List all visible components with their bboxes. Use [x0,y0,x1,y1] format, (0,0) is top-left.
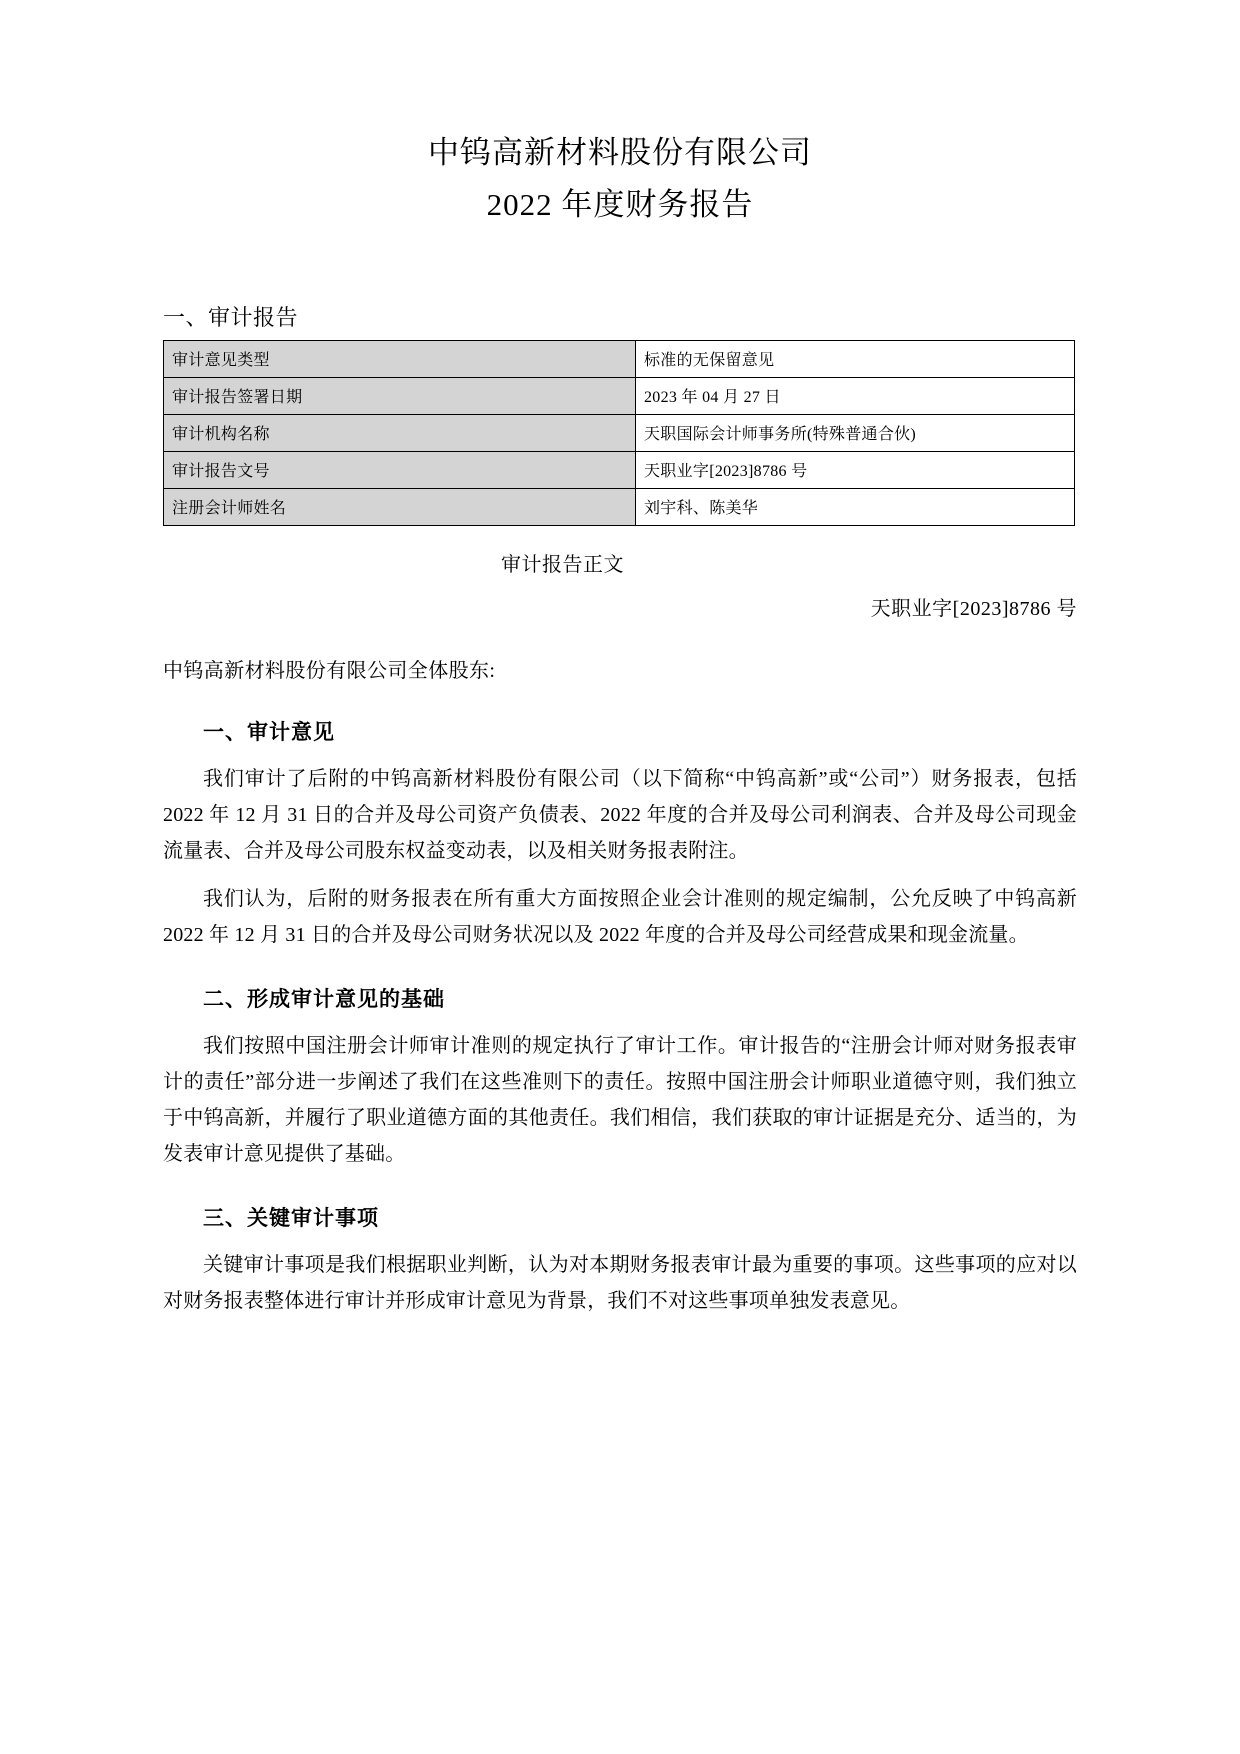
document-title-line-1: 中钨高新材料股份有限公司 [428,135,812,170]
table-row [164,378,1075,415]
section-heading: 一、审计意见 [203,720,335,744]
audit-info-table [163,340,1075,526]
section-basis-for-opinion [163,984,1077,1172]
table-row [164,489,1075,526]
section-paragraph: 关键审计事项是我们根据职业判断，认为对本期财务报表审计最为重要的事项。这些事项的应对以对财务报表整体进行审计并形成审计意见为背景，我们不对这些事项单独发表意见。 [163,1254,1077,1312]
table-cell-key: 审计报告签署日期 [164,378,636,415]
table-row [164,341,1075,378]
report-document-number: 天职业字[2023]8786 号 [870,598,1077,620]
table-cell-value: 天职业字[2023]8786 号 [636,452,1075,489]
section-heading: 三、关键审计事项 [203,1206,379,1230]
document-title-line-2: 2022 年度财务报告 [486,187,754,222]
audit-info-table-body [164,341,1075,526]
report-body-subtitle: 审计报告正文 [501,554,624,576]
section-paragraph: 我们按照中国注册会计师审计准则的规定执行了审计工作。审计报告的“注册会计师对财务报表审计的责任”部分进一步阐述了我们在这些准则下的责任。按照中国注册会计师职业道德守则，我们独立于中钨高新，并履行了职业道德方面的其他责任。我们相信，我们获取的审计证据是充分、适当的，为发表审计意见提供了基础。 [163,1035,1077,1165]
section-heading: 二、形成审计意见的基础 [203,987,445,1011]
table-row [164,452,1075,489]
table-cell-value: 2023 年 04 月 27 日 [636,378,1075,415]
table-row [164,415,1075,452]
document-title [163,0,1077,231]
table-cell-value: 标准的无保留意见 [636,341,1075,378]
section-label-audit-report: 一、审计报告 [163,305,299,330]
section-paragraph: 我们审计了后附的中钨高新材料股份有限公司（以下简称“中钨高新”或“公司”）财务报表，包括 2022 年 12 月 31 日的合并及母公司资产负债表、2022 年度的合并及母公司利润表、合并及母公司现金流量表、合并及母公司股东权益变动表，以及相关财务报表附注。 [163,768,1077,862]
section-audit-opinion [163,717,1077,953]
table-cell-key: 注册会计师姓名 [164,489,636,526]
table-cell-key: 审计报告文号 [164,452,636,489]
table-cell-key: 审计机构名称 [164,415,636,452]
report-addressee: 中钨高新材料股份有限公司全体股东: [163,660,496,682]
section-paragraph: 我们认为，后附的财务报表在所有重大方面按照企业会计准则的规定编制，公允反映了中钨高新 2022 年 12 月 31 日的合并及母公司财务状况以及 2022 年度的合并及母公司经营成果和现金流量。 [163,888,1077,946]
table-cell-key: 审计意见类型 [164,341,636,378]
table-cell-value: 天职国际会计师事务所(特殊普通合伙) [636,415,1075,452]
table-cell-value: 刘宇科、陈美华 [636,489,1075,526]
section-key-audit-matters [163,1203,1077,1319]
